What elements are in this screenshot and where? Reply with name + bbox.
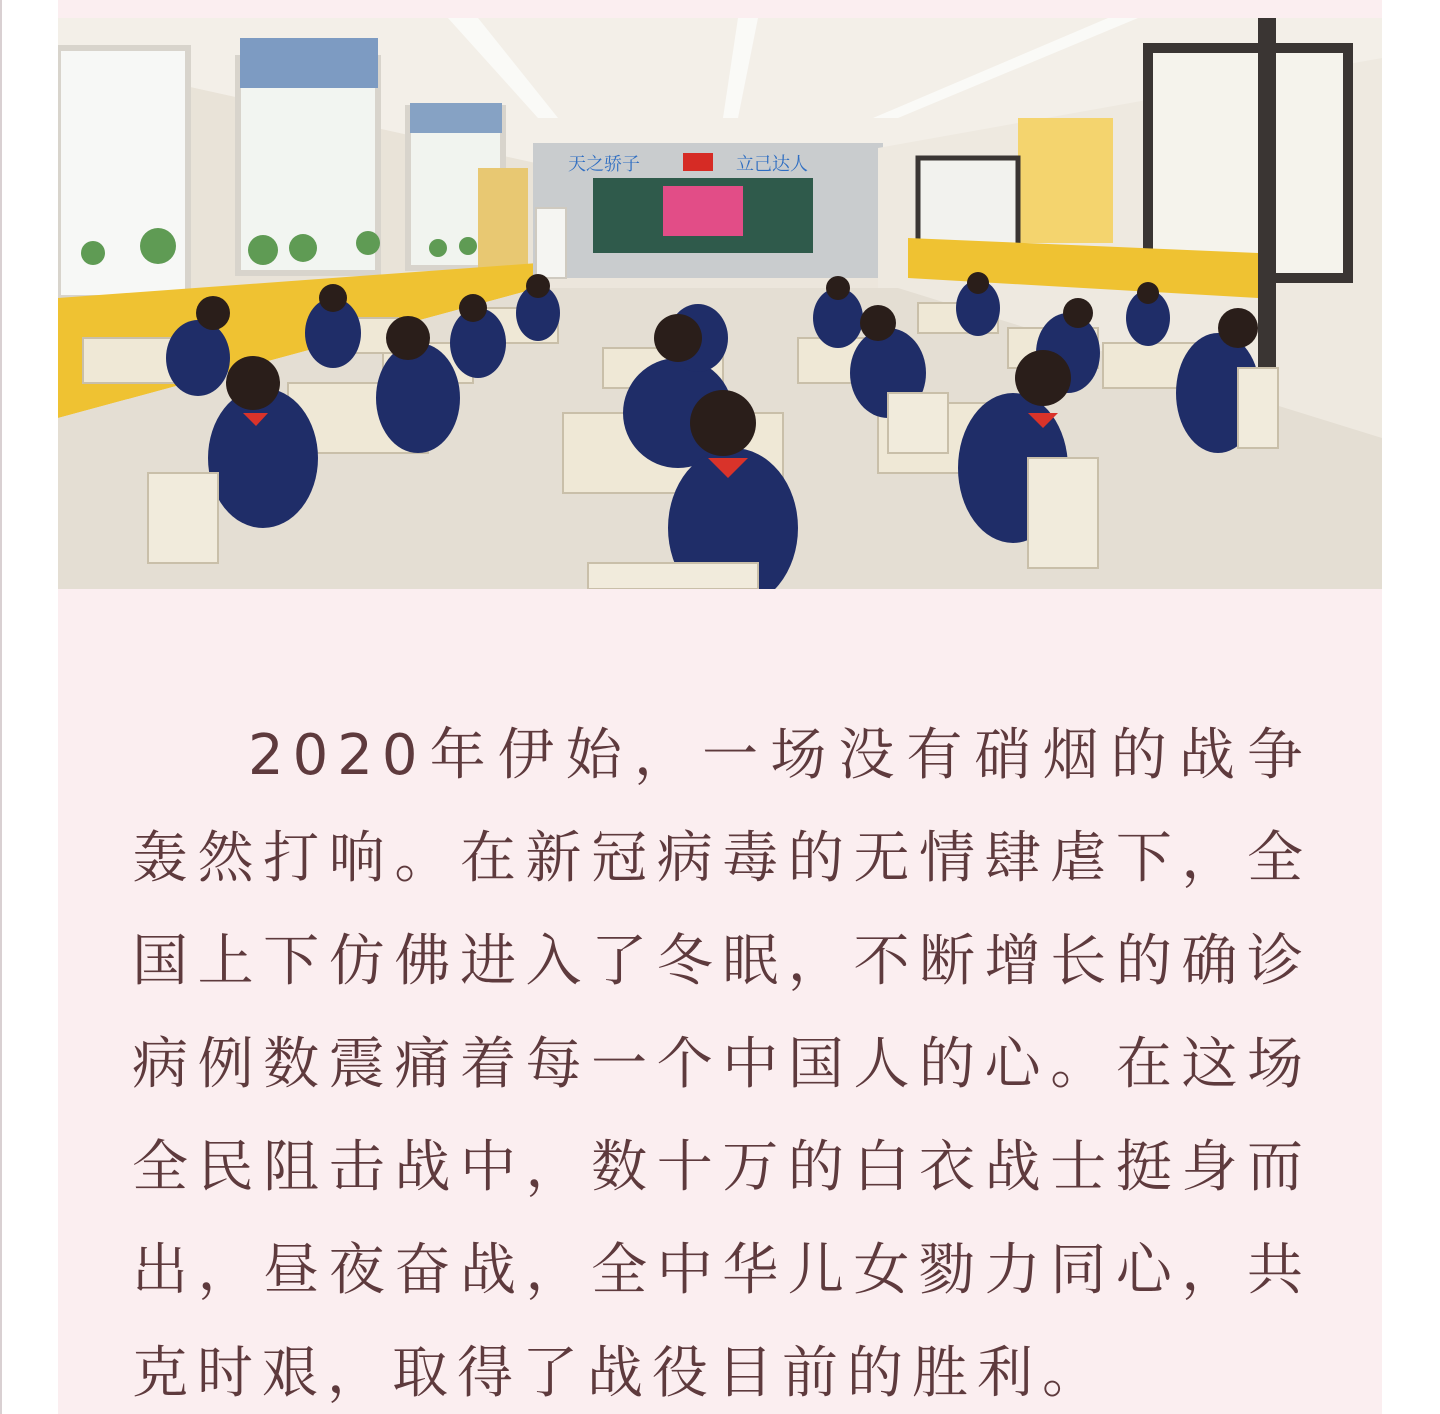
banner-right-text: 立己达人 [736,154,808,175]
left-edge-divider [0,0,2,1414]
article-paragraph: 2020年伊始，一场没有硝烟的战争轰然打响。在新冠病毒的无情肆虐下，全国上下仿佛进入了冬眠，不断增长的确诊病例数震痛着每一个中国人的心。在这场全民阻击战中，数十万的白衣战士挺身而出，昼夜奋战，全中华儿女勠力同心，共克时艰，取得了战役目前的胜利。 [132,723,1312,1406]
classroom-photo[interactable] [58,18,1382,589]
classroom-photo-illustration [58,18,1382,589]
banner-left-text: 天之骄子 [568,154,640,175]
article-card [58,0,1382,1414]
